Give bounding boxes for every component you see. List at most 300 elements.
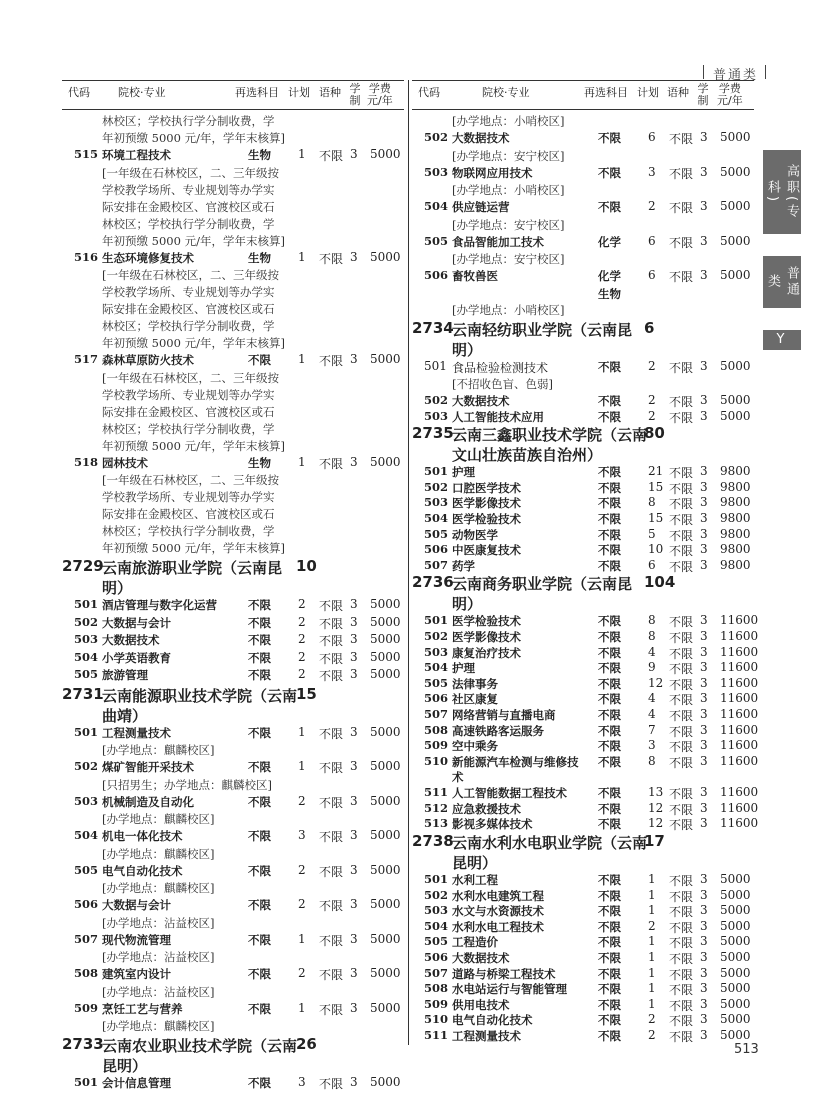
major-plan: 3 <box>648 738 656 753</box>
major-code: 509 <box>424 996 449 1011</box>
major-subject: 不限 <box>598 935 621 950</box>
major-lang: 不限 <box>669 889 694 904</box>
major-subject: 不限 <box>248 668 271 682</box>
major-plan: 4 <box>648 706 656 721</box>
right-column-header <box>412 80 754 110</box>
major-name: 生态环境修复技术 <box>102 250 194 265</box>
major-row <box>412 753 759 770</box>
major-xz: 3 <box>700 903 708 918</box>
major-subject: 不限 <box>598 873 621 888</box>
major-name: 社区康复 <box>452 692 498 707</box>
major-name: 应急救援技术 <box>452 801 521 816</box>
major-name: 环境工程技术 <box>102 148 171 162</box>
major-name: 现代物流管理 <box>102 932 171 947</box>
major-xz: 3 <box>700 526 708 541</box>
major-xz: 3 <box>700 738 708 753</box>
major-plan: 12 <box>648 675 664 690</box>
major-subject: 不限 <box>598 1013 621 1028</box>
major-fee: 5000 <box>370 249 401 264</box>
major-xz: 3 <box>350 614 358 629</box>
major-plan: 9 <box>648 660 656 675</box>
major-code: 508 <box>424 722 449 737</box>
major-fee: 11600 <box>720 660 759 675</box>
major-lang: 不限 <box>669 677 694 692</box>
note-line <box>62 165 404 182</box>
major-subject: 不限 <box>598 480 621 495</box>
major-plan: 1 <box>648 903 656 918</box>
major-lang: 不限 <box>669 998 694 1013</box>
major-name: 供用电技术 <box>452 997 510 1012</box>
institution-name-cont: 昆明） <box>452 854 498 873</box>
major-plan: 2 <box>648 1012 656 1027</box>
major-fee: 9800 <box>720 464 751 479</box>
major-row <box>412 558 754 574</box>
major-fee: 11600 <box>720 644 759 659</box>
major-xz: 3 <box>700 542 708 557</box>
major-note: [办学地点：沾益校区] <box>102 915 215 930</box>
major-note: 年初预缴 5000 元/年，学年末核算] <box>102 131 285 145</box>
col-plan: 计划 <box>288 86 310 99</box>
major-row <box>62 897 404 915</box>
major-lang: 不限 <box>669 983 694 998</box>
major-plan: 2 <box>298 862 306 877</box>
major-name: 建筑室内设计 <box>102 967 171 981</box>
major-subject: 不限 <box>248 725 271 740</box>
major-lang: 不限 <box>319 616 344 631</box>
major-fee: 5000 <box>370 793 401 808</box>
major-code: 502 <box>424 628 449 643</box>
major-xz: 3 <box>350 793 358 808</box>
major-code: 507 <box>424 557 449 572</box>
note-line <box>62 506 404 523</box>
major-plan: 2 <box>298 649 306 664</box>
note-line <box>412 182 754 199</box>
major-fee: 11600 <box>720 753 759 768</box>
major-xz: 3 <box>350 897 358 911</box>
major-lang: 不限 <box>669 201 694 215</box>
major-row <box>412 165 754 183</box>
major-plan: 1 <box>298 1000 306 1015</box>
major-xz: 3 <box>700 495 708 510</box>
major-note: [一年级在石林校区，二、三年级按 <box>102 268 279 282</box>
major-code: 501 <box>74 597 99 611</box>
institution-plan: 10 <box>296 557 317 575</box>
note-line <box>62 335 404 352</box>
major-xz: 3 <box>700 613 708 628</box>
major-plan: 2 <box>298 667 306 681</box>
major-lang: 不限 <box>669 755 694 770</box>
major-fee: 9800 <box>720 526 751 541</box>
institution-name-cont <box>412 593 754 613</box>
major-plan: 2 <box>648 1028 656 1042</box>
major-note: [办学地点：安宁校区] <box>452 217 565 232</box>
note-line <box>62 811 404 828</box>
major-xz: 3 <box>350 667 358 681</box>
major-code: 505 <box>424 526 449 541</box>
major-code: 501 <box>424 358 447 373</box>
major-row <box>62 250 404 268</box>
major-subject: 不限 <box>598 723 621 738</box>
major-row <box>412 903 754 919</box>
major-fee: 9800 <box>720 557 751 572</box>
major-fee: 5000 <box>720 934 751 949</box>
major-fee: 11600 <box>720 816 759 831</box>
major-xz: 3 <box>700 358 708 373</box>
major-note: 学校教学场所、专业规划等办学实 <box>102 285 275 299</box>
col-lang: 语种 <box>319 86 341 99</box>
major-fee: 5000 <box>720 918 751 933</box>
note-line <box>412 113 754 130</box>
major-note: 林校区；学校执行学分制收费，学 <box>102 524 275 538</box>
major-name: 法律事务 <box>452 676 498 691</box>
category-header: 普通类 <box>713 64 758 83</box>
major-code: 506 <box>424 691 449 706</box>
major-code: 508 <box>74 966 99 980</box>
major-note: [办学地点：小哨校区] <box>452 114 565 128</box>
major-lang: 不限 <box>319 651 344 666</box>
major-code: 515 <box>74 147 99 161</box>
major-lang: 不限 <box>319 726 344 741</box>
major-code: 506 <box>424 542 449 557</box>
major-note: [办学地点：安宁校区] <box>452 252 565 266</box>
major-row <box>412 934 754 950</box>
major-name: 大数据技术 <box>102 633 160 647</box>
major-code: 504 <box>424 918 449 933</box>
major-code: 507 <box>74 931 99 946</box>
major-note: [一年级在石林校区，二、三年级按 <box>102 165 279 180</box>
major-xz: 3 <box>700 872 708 887</box>
major-row <box>62 759 404 777</box>
major-name: 护理 <box>452 661 475 676</box>
right-column <box>412 113 759 1044</box>
major-name: 食品智能加工技术 <box>452 234 544 249</box>
major-name: 酒店管理与数字化运营 <box>102 598 217 612</box>
major-code: 504 <box>424 199 449 213</box>
major-code: 517 <box>74 352 99 366</box>
major-name: 网络营销与直播电商 <box>452 707 556 722</box>
major-row <box>412 644 759 661</box>
major-subject: 不限 <box>598 982 621 997</box>
major-fee: 11600 <box>720 722 759 737</box>
major-name: 动物医学 <box>452 527 498 542</box>
major-row <box>62 794 404 812</box>
major-name: 电气自动化技术 <box>452 1013 533 1028</box>
major-row <box>412 997 754 1013</box>
institution-name: 云南水利水电职业学院（云南 <box>452 834 648 853</box>
major-name: 大数据与会计 <box>102 615 171 630</box>
major-name: 物联网应用技术 <box>452 165 533 180</box>
institution-plan: 80 <box>644 424 665 443</box>
institution-name-cont <box>412 339 754 359</box>
major-name: 供应链运营 <box>452 200 510 214</box>
major-lang: 不限 <box>669 952 694 967</box>
major-subject: 不限 <box>248 967 271 981</box>
major-subject: 不限 <box>598 966 621 981</box>
major-subject: 不限 <box>598 739 621 754</box>
major-plan: 3 <box>648 164 656 179</box>
major-plan: 5 <box>648 526 656 541</box>
major-plan: 1 <box>648 872 656 887</box>
major-fee: 5000 <box>720 965 751 980</box>
major-code: 510 <box>424 753 449 768</box>
major-code: 511 <box>424 785 449 800</box>
major-name: 机电一体化技术 <box>102 829 183 843</box>
major-subject: 不限 <box>598 359 621 374</box>
major-code: 503 <box>424 164 449 179</box>
major-plan: 2 <box>648 199 656 213</box>
major-fee: 5000 <box>720 903 751 918</box>
major-plan: 6 <box>648 557 656 572</box>
major-xz: 3 <box>700 393 708 407</box>
major-code: 513 <box>424 816 449 831</box>
major-xz: 3 <box>350 1000 358 1015</box>
major-note: [一年级在石林校区，二、三年级按 <box>102 370 279 385</box>
major-row <box>412 393 754 409</box>
major-lang: 不限 <box>319 795 344 810</box>
note-line <box>62 370 404 387</box>
major-plan: 13 <box>648 785 664 800</box>
note-line <box>62 284 404 301</box>
major-subject: 不限 <box>598 496 621 511</box>
major-xz: 3 <box>700 233 708 248</box>
major-lang: 不限 <box>669 466 694 481</box>
major-row <box>412 234 754 252</box>
major-subject: 不限 <box>248 598 271 612</box>
institution-row <box>62 557 404 577</box>
major-name: 机械制造及自动化 <box>102 794 194 809</box>
note-line <box>62 404 404 421</box>
major-note: 学校教学场所、专业规划等办学实 <box>102 182 275 197</box>
major-fee: 5000 <box>720 199 751 213</box>
major-plan: 6 <box>648 233 656 248</box>
major-fee: 5000 <box>720 268 751 282</box>
major-row <box>412 966 754 982</box>
major-lang: 不限 <box>319 354 344 368</box>
col-fee-1: 学费 <box>368 82 391 95</box>
major-note: [办学地点：麒麟校区] <box>102 1019 215 1033</box>
major-subject: 不限 <box>248 829 271 843</box>
major-name: 水利水电建筑工程 <box>452 888 544 903</box>
institution-code: 2736 <box>412 573 454 592</box>
major-row <box>412 359 754 377</box>
major-xz: 3 <box>700 510 708 525</box>
major-code: 503 <box>74 632 99 646</box>
major-row <box>62 863 404 881</box>
major-subject: 不限 <box>248 353 271 367</box>
major-xz: 3 <box>350 649 358 664</box>
major-code: 504 <box>74 828 99 842</box>
institution-name-cont <box>62 705 404 725</box>
major-note: 年初预缴 5000 元/年，学年末核算] <box>102 541 285 555</box>
major-note: [办学地点：安宁校区] <box>452 148 565 163</box>
major-plan: 2 <box>648 408 656 423</box>
major-note: [办学地点：小哨校区] <box>452 183 565 197</box>
major-xz: 3 <box>350 1075 358 1089</box>
note-line <box>62 915 404 932</box>
major-name: 道路与桥梁工程技术 <box>452 966 556 981</box>
major-xz: 3 <box>700 479 708 494</box>
major-fee: 5000 <box>370 931 401 946</box>
major-xz: 3 <box>700 1028 708 1042</box>
major-row <box>412 738 759 755</box>
major-fee: 9800 <box>720 479 751 494</box>
major-subject: 不限 <box>598 888 621 903</box>
major-row <box>62 597 404 615</box>
major-xz: 3 <box>700 130 708 144</box>
side-tab-y: Y <box>763 330 801 350</box>
note-line <box>62 523 404 540</box>
major-code: 503 <box>424 644 449 659</box>
major-code: 511 <box>424 1028 449 1042</box>
major-subject: 不限 <box>248 650 271 665</box>
major-fee: 5000 <box>370 724 401 739</box>
col-xz-2: 制 <box>349 94 361 107</box>
major-plan: 1 <box>298 352 306 366</box>
institution-name-cont: 明） <box>452 340 483 359</box>
major-note: [办学地点：小哨校区] <box>452 302 565 317</box>
major-fee: 11600 <box>720 800 759 815</box>
major-note: [一年级在石林校区，二、三年级按 <box>102 473 279 487</box>
major-name: 工程测量技术 <box>102 725 171 740</box>
major-fee: 5000 <box>720 130 751 144</box>
major-lang: 不限 <box>669 132 694 146</box>
major-row <box>412 409 754 425</box>
major-note: 际安排在金殿校区、官渡校区或石 <box>102 507 275 521</box>
major-code: 501 <box>74 724 99 739</box>
major-subject: 不限 <box>248 794 271 809</box>
major-row <box>62 828 404 846</box>
major-fee: 5000 <box>720 872 751 887</box>
major-subject: 不限 <box>598 165 621 180</box>
major-name: 森林草原防火技术 <box>102 353 194 367</box>
institution-name: 云南商务职业学院（云南昆 <box>452 575 633 594</box>
major-fee: 5000 <box>720 950 751 965</box>
major-code: 502 <box>424 393 449 407</box>
major-note: [办学地点：麒麟校区] <box>102 743 215 757</box>
note-line <box>412 302 754 319</box>
major-xz: 3 <box>350 828 358 842</box>
col-xz-2: 制 <box>697 94 709 107</box>
major-subject: 不限 <box>598 676 621 691</box>
major-lang: 不限 <box>669 512 694 527</box>
major-row <box>412 480 754 496</box>
major-plan: 3 <box>298 828 306 842</box>
major-plan: 1 <box>648 934 656 949</box>
major-xz: 3 <box>350 759 358 773</box>
major-lang: 不限 <box>319 634 344 648</box>
institution-name-cont <box>412 444 754 464</box>
major-code: 512 <box>424 800 449 815</box>
major-plan: 15 <box>648 479 664 494</box>
major-plan: 21 <box>648 464 664 479</box>
major-plan: 1 <box>648 887 656 902</box>
note-line <box>62 387 404 404</box>
institution-name: 云南能源职业技术学院（云南 <box>102 686 298 705</box>
major-plan: 2 <box>648 358 656 373</box>
major-xz: 3 <box>700 706 708 721</box>
major-lang: 不限 <box>669 787 694 802</box>
major-subject: 不限 <box>598 511 621 526</box>
left-column <box>62 113 404 1093</box>
major-fee: 5000 <box>370 897 401 911</box>
major-plan: 6 <box>648 130 656 144</box>
note-line <box>412 148 754 165</box>
major-row <box>412 706 759 723</box>
major-fee: 11600 <box>720 691 759 706</box>
major-plan: 2 <box>298 614 306 629</box>
major-lang: 不限 <box>319 251 344 266</box>
institution-row <box>412 573 754 593</box>
institution-code: 2729 <box>62 557 104 575</box>
major-subject: 不限 <box>598 465 621 480</box>
major-row <box>62 667 404 685</box>
institution-plan: 6 <box>644 318 655 337</box>
major-row <box>412 785 759 802</box>
institution-plan: 17 <box>644 832 665 851</box>
major-plan: 8 <box>648 753 656 768</box>
major-fee: 5000 <box>720 358 751 373</box>
institution-plan: 15 <box>296 684 317 703</box>
institution-name: 云南旅游职业学院（云南昆 <box>102 559 283 577</box>
major-name: 工程造价 <box>452 935 498 950</box>
major-name: 电气自动化技术 <box>102 863 183 878</box>
institution-plan: 26 <box>296 1035 317 1053</box>
note-line <box>62 421 404 438</box>
major-code: 501 <box>74 1075 99 1089</box>
major-lang: 不限 <box>319 968 344 982</box>
institution-name: 云南轻纺职业学院（云南昆 <box>452 320 633 339</box>
note-line <box>62 949 404 966</box>
major-lang: 不限 <box>319 830 344 844</box>
major-code: 502 <box>424 887 449 902</box>
major-row <box>412 464 754 480</box>
major-subject: 不限 <box>248 633 271 647</box>
major-fee: 5000 <box>370 828 401 842</box>
col-fee-1: 学费 <box>718 82 741 95</box>
major-row <box>412 722 759 739</box>
note-line <box>62 489 404 506</box>
major-name: 水利水电工程技术 <box>452 919 544 934</box>
major-name: 影视多媒体技术 <box>452 817 533 832</box>
major-name: 小学英语教育 <box>102 650 171 665</box>
col-fee-2: 元/年 <box>367 94 393 107</box>
major-subject: 不限 <box>598 1029 621 1043</box>
major-name: 空中乘务 <box>452 739 498 754</box>
major-row <box>412 660 759 677</box>
major-xz: 3 <box>700 691 708 706</box>
major-name: 烹饪工艺与营养 <box>102 1001 183 1016</box>
major-subject: 不限 <box>598 543 621 558</box>
major-xz: 3 <box>350 352 358 366</box>
major-note: 年初预缴 5000 元/年，学年末核算] <box>102 438 285 453</box>
major-lang: 不限 <box>669 166 694 181</box>
major-plan: 12 <box>648 816 664 831</box>
institution-row <box>412 319 754 339</box>
major-subject: 不限 <box>248 1001 271 1016</box>
note-line <box>62 777 404 794</box>
major-code: 504 <box>74 649 99 664</box>
major-plan: 7 <box>648 722 656 737</box>
institution-name: 云南农业职业技术学院（云南 <box>102 1037 298 1055</box>
institution-name: 云南三鑫职业技术学院（云南 <box>452 426 648 445</box>
major-plan: 8 <box>648 495 656 510</box>
major-subject: 不限 <box>598 817 621 832</box>
major-fee: 5000 <box>370 649 401 664</box>
note-line <box>62 1018 404 1035</box>
major-row <box>62 932 404 950</box>
institution-code: 2734 <box>412 318 454 337</box>
major-plan: 4 <box>648 691 656 706</box>
